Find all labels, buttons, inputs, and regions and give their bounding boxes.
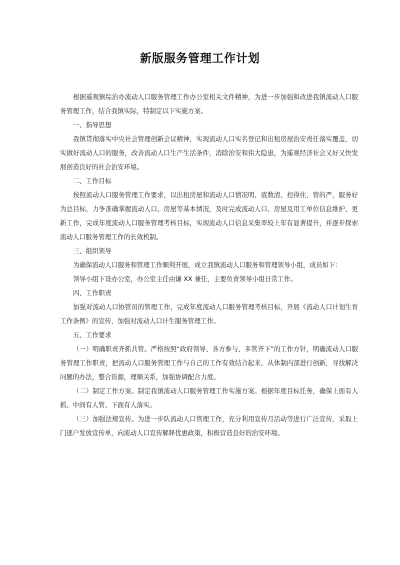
- section-heading-responsibilities: 四、工作职责: [73, 289, 112, 297]
- requirement-item-2: （二）制定工作方案。制定我镇流动人口服务管理工作实施方案。根据年度目标任务，确保上面有人抓、中间有人管、下面有人落实。: [60, 387, 358, 409]
- section-heading-guiding-ideology: 一、指导思想: [73, 121, 112, 129]
- intro-paragraph: 根据遥观镇综治办流动人口服务管理工作办公室相关文件精神，为进一步加强和改进我镇流动人口服务管理工作，结合我镇实际，特制定以下实施方案。: [60, 93, 358, 115]
- document-body: [60, 90, 358, 440]
- section-text-leadership: 为确保流动人口服务和管理工作顺利开展，成立我镇流动人口服务和管理领导小组，成员如下：: [73, 261, 342, 269]
- requirement-item-3: （三）加强法规宣传。为进一步队流动人口管理工作，充分利用宣传月活动等进行广泛宣传，采取上门逐户发放宣传单，向流动人口宣传解释优惠政策，积极营造良好的治安环境。: [60, 415, 358, 437]
- section-heading-requirements: 五、工作要求: [73, 331, 112, 339]
- section-text-leadership-office: 领导小组下设办公室，办公室主任由谦 XX 兼任，主要负责领导小组日常工作。: [73, 275, 297, 283]
- requirement-item-1: （一）明确职责齐抓共管。严格按照“政府领导、各方参与、多管齐下”的工作方针，明确流动人口服务管理工作职责，把流动人口服务管理工作与自己的工作有效结合起来，从体制内部进行创新，寻找解决问题的办法，整合资源，理顺关系，加强协调配合力度。: [60, 345, 358, 381]
- section-text-work-goals: 按照流动人口服务管理工作要求，以出租房屋和流动人口情况明、底数清、控得住、管的严，服务好为总目标，力争准确掌握流动人口、房屋等基本情况，及时完成流动人口、房屋及用工单位信息维护、更新工作，完成年度流动人口服务管理考核目标，实现流动人口信息采集率较上年有显著提升，并逐步探索流动人口服务管理工作的长效机制。: [60, 191, 358, 241]
- section-text-responsibilities: 加强对流动人口协管员的管理工作，完成年度流动人口服务管理考核目标，开展《流动人口计划生育工作条例》的宣传，加强对流动人口计生服务管理工作。: [60, 303, 358, 325]
- document-title: 新版服务管理工作计划: [140, 51, 260, 65]
- section-heading-leadership: 三、组织领导: [73, 247, 112, 255]
- section-heading-work-goals: 二、工作目标: [73, 177, 112, 185]
- section-text-guiding-ideology: 我镇贯彻落实中央社会管理创新会议精神，实现流动人口实名登记和出租房屋治安责任落实覆盖，切实做好流动人口的服务，改善流动人口生产生活条件，消除治安和伟大隐患，为遥观经济社会又好又快发展创造良好的社会治安环境。: [60, 135, 358, 171]
